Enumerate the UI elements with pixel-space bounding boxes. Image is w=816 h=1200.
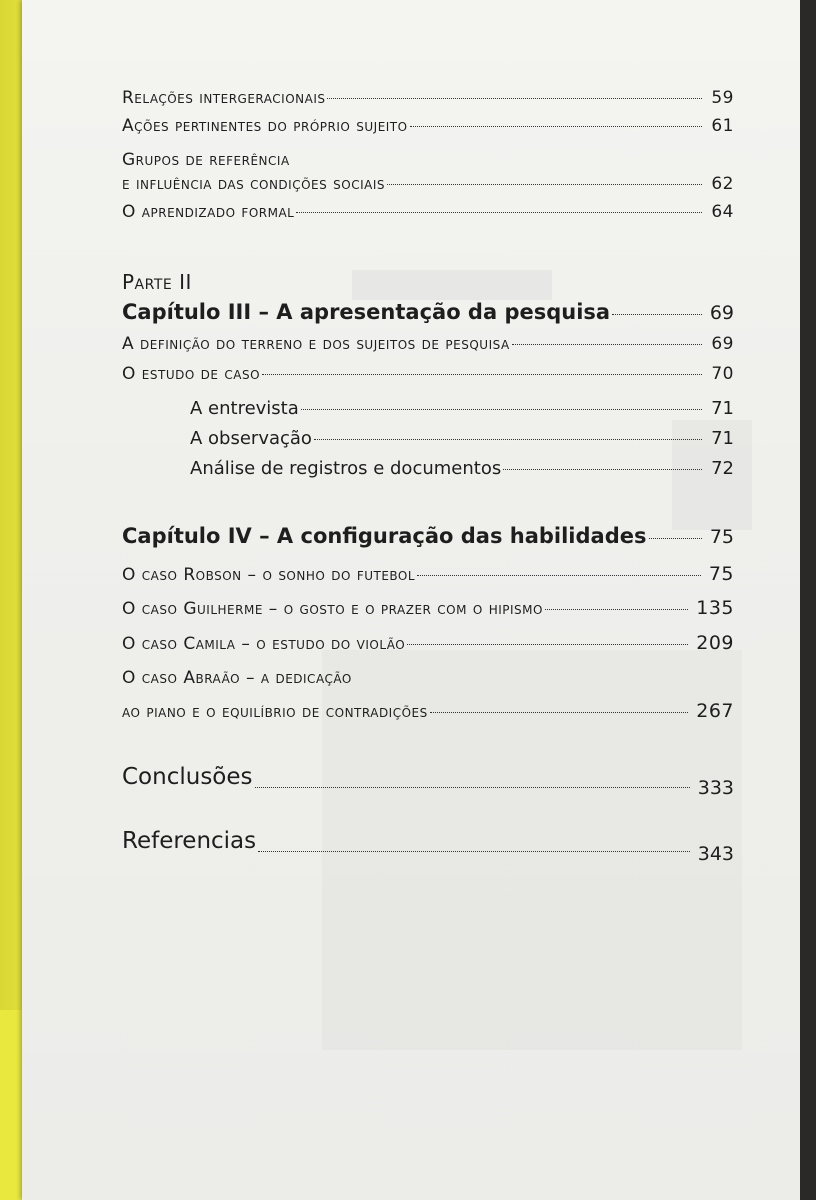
part-heading: Parte II (122, 270, 192, 294)
dot-leader (407, 644, 688, 645)
toc-page-number: 69 (709, 302, 734, 324)
dot-leader (262, 374, 702, 375)
toc-subentry (190, 398, 734, 419)
dot-leader (503, 469, 702, 470)
toc-page-number: 75 (708, 563, 734, 585)
toc-page-number: 333 (697, 777, 734, 799)
toc-entry (122, 88, 734, 108)
dot-leader (545, 609, 688, 610)
toc-page-number: 69 (711, 334, 734, 354)
dot-leader (301, 409, 702, 410)
toc-entry-label-line1: O caso Abraão – a dedicação (122, 668, 352, 688)
toc-chapter-label: Capítulo III – A apresentação da pesquisa (122, 300, 611, 324)
toc-entry-label-line1: Grupos de referência (122, 150, 290, 170)
table-of-contents (22, 0, 800, 1200)
toc-entry (122, 116, 734, 136)
toc-entry-label: A definição do terreno e dos sujeitos de pesquisa (122, 334, 510, 354)
toc-entry (122, 632, 734, 654)
toc-section-label: Referencias (122, 828, 257, 854)
toc-entry-label: e influência das condições sociais (122, 174, 385, 194)
dot-leader (327, 98, 702, 99)
toc-entry (122, 202, 734, 222)
toc-subentry (190, 428, 734, 449)
toc-section (122, 764, 734, 799)
book-page (22, 0, 800, 1200)
dot-leader (430, 712, 688, 713)
toc-entry-label: O aprendizado formal (122, 202, 295, 222)
dot-leader (314, 439, 702, 440)
dot-leader (612, 314, 702, 315)
toc-page-number: 71 (711, 428, 734, 449)
toc-entry (122, 174, 734, 194)
toc-entry (122, 334, 734, 354)
toc-page-number: 71 (711, 398, 734, 419)
toc-page-number: 135 (696, 597, 734, 619)
toc-page-number: 70 (711, 364, 734, 384)
toc-page-number: 61 (711, 116, 734, 136)
dot-leader (296, 212, 702, 213)
toc-page-number: 267 (696, 700, 734, 722)
dot-leader (387, 184, 702, 185)
dot-leader (258, 851, 690, 852)
toc-entry-label: O caso Camila – o estudo do violão (122, 634, 406, 654)
toc-page-number: 59 (711, 88, 734, 108)
toc-entry-label: Ações pertinentes do próprio sujeito (122, 116, 408, 136)
toc-entry (122, 364, 734, 384)
toc-subentry (190, 458, 734, 479)
dot-leader (649, 538, 702, 539)
toc-chapter-label: Capítulo IV – A configuração das habilidades (122, 524, 647, 548)
toc-chapter (122, 300, 734, 324)
toc-entry (122, 563, 734, 585)
toc-page-number: 62 (711, 174, 734, 194)
dot-leader (410, 126, 702, 127)
toc-page-number: 209 (696, 632, 734, 654)
toc-page-number: 72 (711, 458, 734, 479)
toc-page-number: 343 (697, 843, 734, 865)
toc-subentry-label: A entrevista (190, 398, 299, 419)
toc-subentry-label: Análise de registros e documentos (190, 458, 502, 479)
toc-entry-label: Relações intergeracionais (122, 88, 326, 108)
toc-page-number: 75 (709, 526, 734, 548)
dot-leader (417, 575, 701, 576)
toc-chapter (122, 524, 734, 548)
toc-section (122, 828, 734, 865)
toc-entry (122, 700, 734, 722)
toc-entry-label: O estudo de caso (122, 364, 261, 384)
toc-section-label: Conclusões (122, 764, 253, 790)
toc-entry-label: ao piano e o equilíbrio de contradições (122, 702, 428, 722)
toc-entry-label: O caso Guilherme – o gosto e o prazer com o hipismo (122, 599, 543, 619)
toc-subentry-label: A observação (190, 428, 312, 449)
dot-leader (255, 787, 690, 788)
dot-leader (512, 344, 702, 345)
toc-entry-label: O caso Robson – o sonho do futebol (122, 565, 416, 585)
toc-entry (122, 597, 734, 619)
toc-page-number: 64 (711, 202, 734, 222)
page-edge-shadow (800, 0, 816, 1200)
